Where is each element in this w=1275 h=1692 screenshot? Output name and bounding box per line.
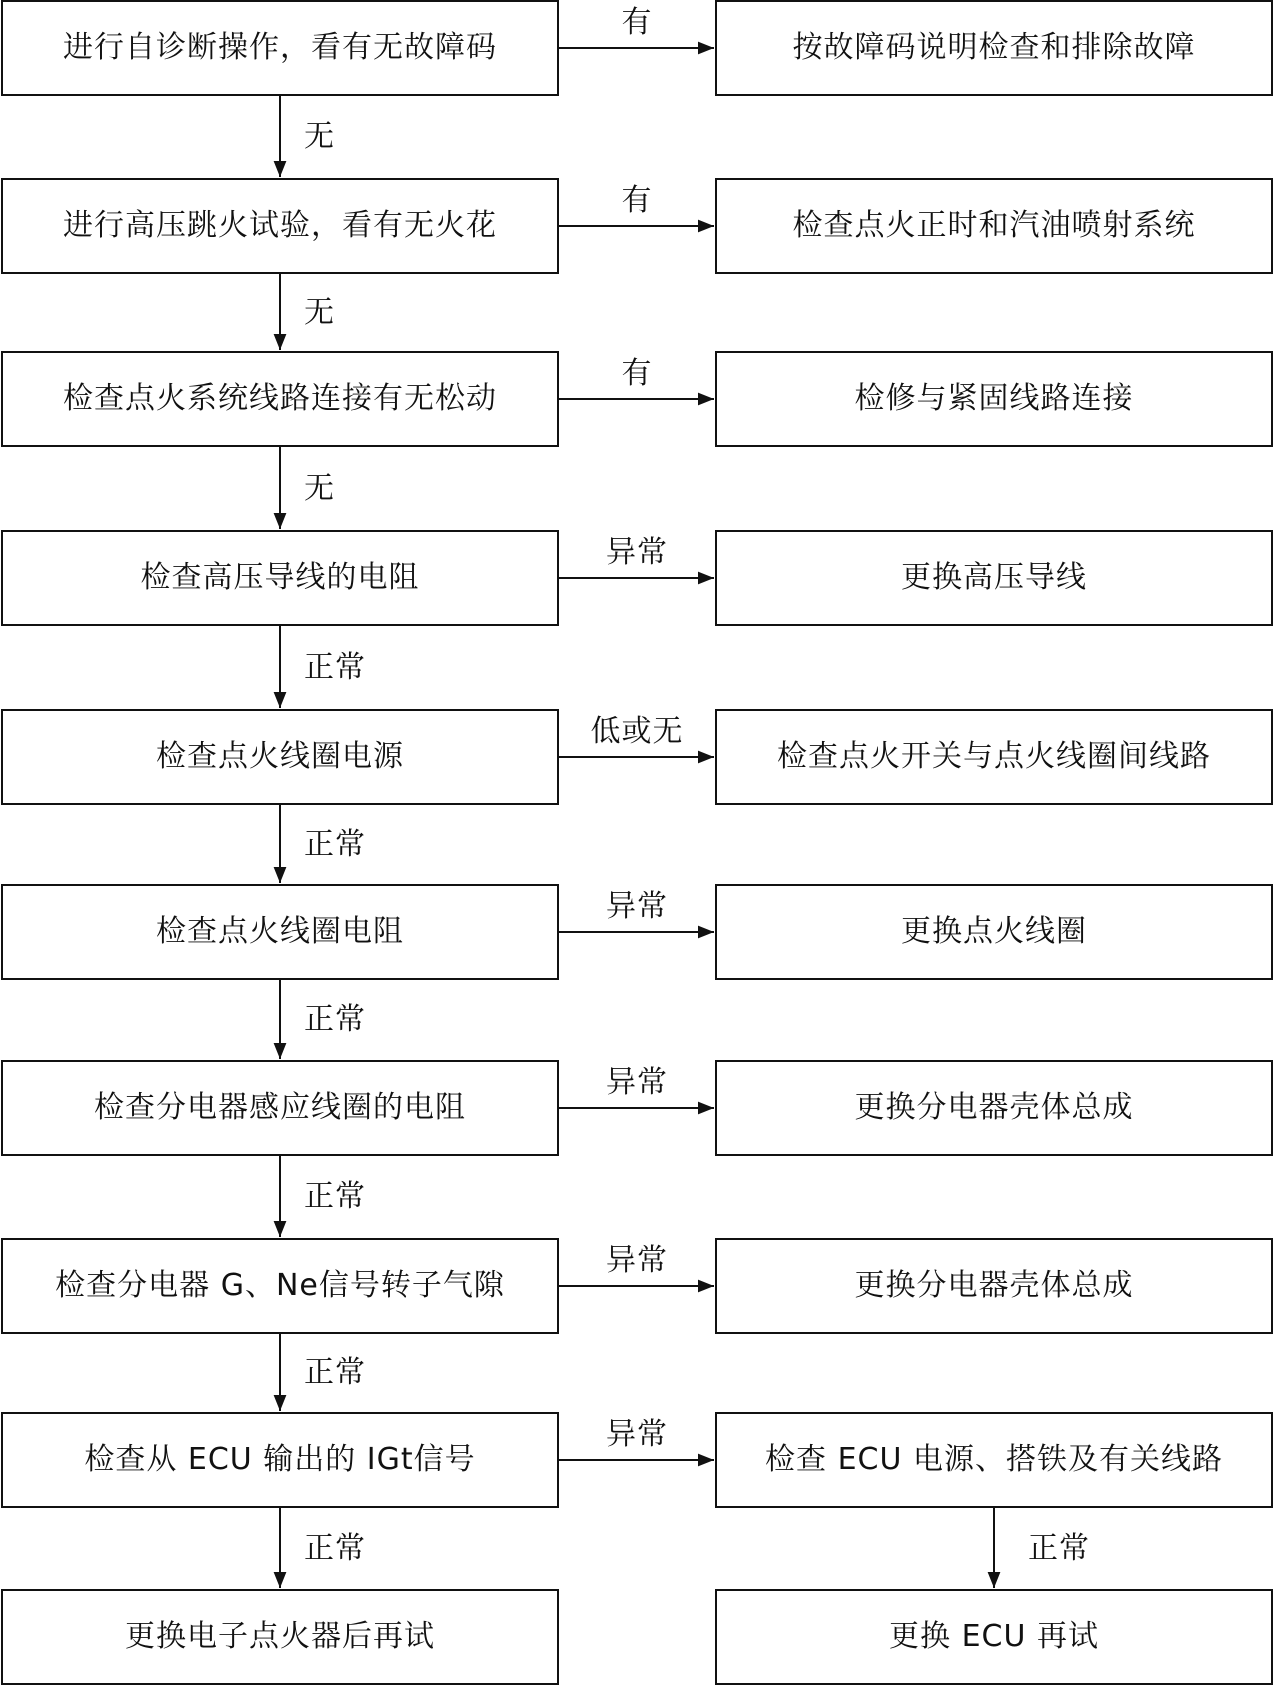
next-label: 无 xyxy=(304,119,335,154)
check-step-box: 检查分电器感应线圈的电阻 xyxy=(1,1060,559,1156)
check-step-box: 检查点火线圈电源 xyxy=(1,709,559,805)
check-step-box: 检查高压导线的电阻 xyxy=(1,530,559,626)
action-step-box: 检修与紧固线路连接 xyxy=(715,351,1273,447)
next-label: 正常 xyxy=(304,649,366,685)
branch-label: 异常 xyxy=(606,1065,668,1100)
final-left-box: 更换电子点火器后再试 xyxy=(1,1589,559,1685)
branch-label: 异常 xyxy=(606,889,668,924)
action-step-box: 检查点火开关与点火线圈间线路 xyxy=(715,709,1273,805)
check-step-box: 检查点火系统线路连接有无松动 xyxy=(1,351,559,447)
check-step-box: 检查点火线圈电阻 xyxy=(1,884,559,980)
branch-label: 有 xyxy=(621,5,653,40)
check-step-box: 检查从 ECU 输出的 IGt信号 xyxy=(1,1412,559,1508)
next-label: 正常 xyxy=(304,1002,366,1037)
check-step-box: 进行自诊断操作，看有无故障码 xyxy=(1,0,559,96)
next-label: 无 xyxy=(304,470,335,506)
check-step-box: 进行高压跳火试验，看有无火花 xyxy=(1,178,559,274)
action-step-box: 按故障码说明检查和排除故障 xyxy=(715,0,1273,96)
action-step-box: 检查点火正时和汽油喷射系统 xyxy=(715,178,1273,274)
next-label: 正常 xyxy=(304,826,366,862)
branch-label: 异常 xyxy=(606,535,668,570)
final-right-label: 正常 xyxy=(1028,1530,1090,1566)
branch-label: 低或无 xyxy=(590,714,684,749)
action-step-box: 更换点火线圈 xyxy=(715,884,1273,980)
next-label: 正常 xyxy=(304,1355,366,1390)
next-label: 正常 xyxy=(304,1530,366,1566)
next-label: 无 xyxy=(304,294,335,330)
action-step-box: 更换高压导线 xyxy=(715,530,1273,626)
branch-label: 异常 xyxy=(606,1417,668,1452)
check-step-box: 检查分电器 G、Ne信号转子气隙 xyxy=(1,1238,559,1334)
final-right-box: 更换 ECU 再试 xyxy=(715,1589,1273,1685)
next-label: 正常 xyxy=(304,1179,366,1214)
branch-label: 异常 xyxy=(606,1243,668,1278)
action-step-box: 更换分电器壳体总成 xyxy=(715,1060,1273,1156)
branch-label: 有 xyxy=(621,183,653,218)
branch-label: 有 xyxy=(621,356,653,391)
action-step-box: 更换分电器壳体总成 xyxy=(715,1238,1273,1334)
action-step-box: 检查 ECU 电源、搭铁及有关线路 xyxy=(715,1412,1273,1508)
